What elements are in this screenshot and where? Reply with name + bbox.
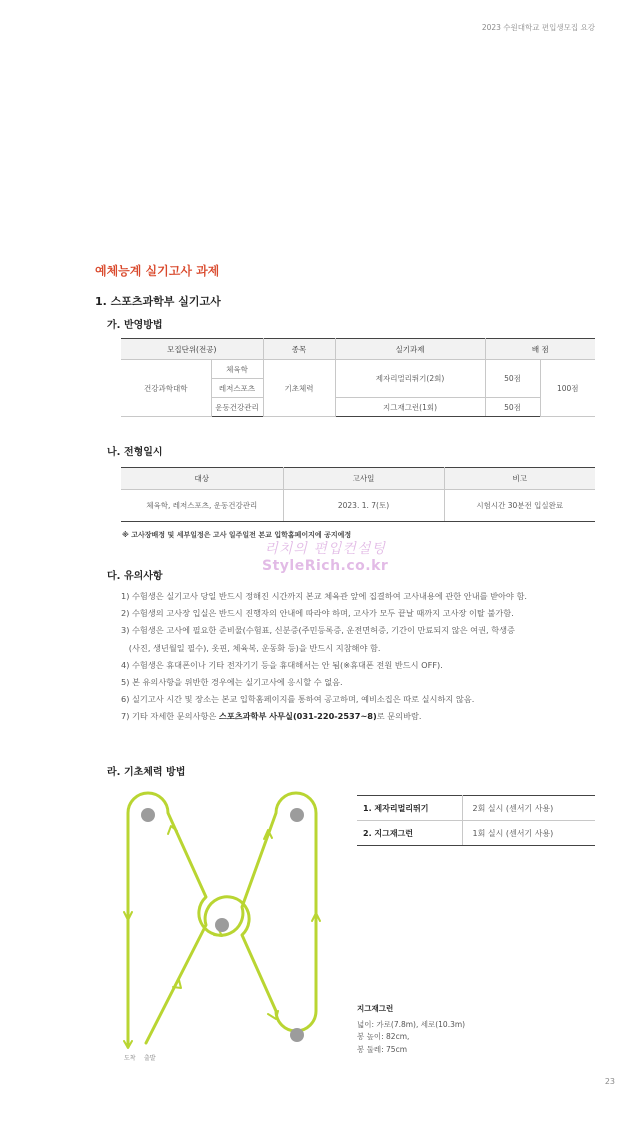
- zigzag-info-title: 지그재그런: [357, 1004, 394, 1013]
- category-cell: 기초체력: [263, 360, 335, 417]
- heading-na: 나. 전형일시: [107, 447, 163, 458]
- schedule-note: ※ 고사장배정 및 세부일정은 고사 일주일전 본교 입학홈페이지에 공지예정: [122, 531, 352, 539]
- target-cell: 체육학, 레저스포츠, 운동건강관리: [121, 490, 283, 522]
- note-item: [121, 708, 601, 725]
- major-cell: 운동건강관리: [211, 398, 263, 417]
- note-item: (사진, 생년월일 필수), 옷핀, 체육복, 운동화 등)을 반드시 지참해야 함.: [121, 642, 381, 653]
- running-header: 2023 수원대학교 편입생모집 요강: [481, 23, 595, 32]
- zigzag-info-line: 봉 높이: 82cm,: [357, 1032, 410, 1041]
- zigzag-info: [357, 1003, 465, 1056]
- header-category: 종목: [263, 339, 335, 360]
- zigzag-info-line: 넓이: 가로(7.8m), 세로(10.3m): [357, 1019, 466, 1029]
- page-number: 23: [604, 1077, 615, 1086]
- section-title: 예체능계 실기고사 과제: [95, 264, 220, 278]
- note-suffix: 로 문의바람.: [376, 711, 422, 722]
- note-item: 5) 본 유의사항을 위반한 경우에는 실기고사에 응시할 수 없음.: [121, 677, 343, 688]
- zigzag-run-diagram: [100, 785, 330, 1065]
- header-score: 배 점: [485, 339, 595, 360]
- notes-list: [121, 588, 601, 726]
- total-cell: 100점: [540, 360, 595, 417]
- cone-icon: [141, 808, 155, 822]
- note-item: 3) 수험생은 고사에 필요한 준비물(수험표, 신분증(주민등록증, 운전면허증, 기간이 만료되지 않은 여권, 학생증: [121, 625, 515, 636]
- header-date: 고사일: [283, 468, 444, 490]
- note-item: 1) 수험생은 실기고사 당일 반드시 정해진 시간까지 본교 체육관 앞에 집결하여 고사내용에 관한 안내를 받아야 함.: [121, 591, 527, 601]
- schedule-table: [121, 467, 595, 522]
- score-cell: 50점: [485, 398, 540, 417]
- header-task: 실기과제: [335, 339, 485, 360]
- major-cell: 체육학: [211, 360, 263, 379]
- arrive-label: 도착: [124, 1055, 136, 1062]
- method-name: 2. 지그재그런: [357, 821, 462, 846]
- method-table: [357, 795, 595, 846]
- zigzag-info-line: 봉 둘레: 75cm: [357, 1044, 408, 1054]
- date-cell: 2023. 1. 7(토): [283, 490, 444, 522]
- scoring-table: [121, 338, 595, 417]
- start-label: 출발: [144, 1055, 156, 1062]
- note-item: 4) 수험생은 휴대폰이나 기타 전자기기 등을 휴대해서는 안 됨(※휴대폰 전원 반드시 OFF).: [121, 659, 443, 670]
- cone-icon: [290, 1028, 304, 1042]
- header-remark: 비고: [444, 468, 595, 490]
- watermark-url: StyleRich.co.kr: [262, 558, 389, 574]
- heading-ra: 라. 기초체력 방법: [107, 767, 186, 778]
- heading-ga: 가. 반영방법: [107, 320, 163, 331]
- score-cell: 50점: [485, 360, 540, 398]
- cone-icon: [215, 918, 229, 932]
- method-name: 1. 제자리멀리뛰기: [357, 796, 462, 821]
- heading-da: 다. 유의사항: [107, 571, 163, 582]
- method-value: 1회 실시 (센서기 사용): [462, 821, 595, 846]
- method-value: 2회 실시 (센서기 사용): [462, 796, 595, 821]
- watermark: [262, 538, 388, 574]
- note-item: 2) 수험생의 고사장 입실은 반드시 진행자의 안내에 따라야 하며, 고사가 모두 끝날 때까지 고사장 이탈 불가함.: [121, 608, 514, 619]
- heading-sports-science: 1. 스포츠과학부 실기고사: [95, 295, 221, 308]
- note-prefix: 7) 기타 자세한 문의사항은: [121, 711, 219, 722]
- watermark-korean: 리치의 편입컨설팅: [264, 541, 386, 557]
- remark-cell: 시험시간 30분전 입실완료: [444, 490, 595, 522]
- task-cell: 제자리멀리뛰기(2회): [335, 360, 485, 398]
- college-cell: 건강과학대학: [121, 360, 211, 417]
- office-contact: 스포츠과학부 사무실(031-220-2537~8): [218, 711, 377, 722]
- cone-icon: [290, 808, 304, 822]
- note-item: 6) 실기고사 시간 및 장소는 본교 입학홈페이지를 통하여 공고하며, 예비소집은 따로 실시하지 않음.: [121, 694, 475, 705]
- header-target: 대상: [121, 468, 283, 490]
- major-cell: 레저스포츠: [211, 379, 263, 398]
- task-cell: 지그재그런(1회): [335, 398, 485, 417]
- header-unit: 모집단위(전공): [121, 339, 263, 360]
